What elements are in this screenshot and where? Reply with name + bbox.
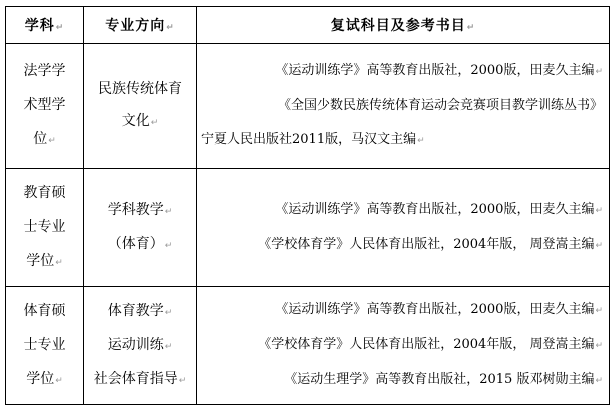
table-row: [6, 169, 610, 287]
subject-line: 学位↵: [26, 252, 63, 269]
reference-line: 《学校体育学》人民体育出版社，2004年版， 周登嵩主编↵: [258, 236, 603, 252]
subject-line: 位↵: [33, 131, 56, 147]
reference-table: [5, 6, 610, 405]
subject-line: 士专业: [23, 336, 66, 353]
direction-line: （体育）↵: [107, 235, 173, 252]
direction-cell: [84, 169, 197, 287]
references-cell: [197, 287, 610, 405]
direction-line: 民族传统体育: [98, 81, 182, 97]
direction-cell: [84, 287, 197, 405]
reference-line: 宁夏人民出版社2011版，马汉文主编↵: [201, 132, 425, 147]
subject-line: 教育硕: [23, 184, 66, 201]
reference-line: 《全国少数民族传统体育运动会竞赛项目教学训练丛书》: [277, 98, 603, 113]
direction-line: 学科教学↵: [107, 201, 173, 218]
direction-line: 社会体育指导↵: [93, 370, 187, 387]
reference-line: 《运动训练学》高等教育出版社，2000版，田麦久主编↵: [275, 201, 603, 217]
table-row: [6, 44, 610, 169]
header-subject: 学科↵: [6, 7, 84, 44]
subject-cell: [6, 169, 84, 287]
reference-line: 《运动训练学》高等教育出版社，2000版，田麦久主编↵: [275, 63, 603, 78]
subject-cell: [6, 287, 84, 405]
subject-line: 术型学: [23, 97, 66, 113]
reference-line: 《运动训练学》高等教育出版社，2000版，田麦久主编↵: [275, 302, 603, 317]
reference-line: 《运动生理学》高等教育出版社，2015 版邓树勋主编↵: [284, 372, 603, 387]
subject-line: 士专业: [23, 218, 66, 235]
references-cell: [197, 44, 610, 169]
direction-line: 运动训练↵: [107, 336, 173, 353]
table-header-row: [6, 7, 610, 44]
table-row: [6, 287, 610, 405]
subject-line: 学位↵: [26, 370, 63, 387]
subject-line: 体育硕: [23, 302, 66, 319]
header-references: 复试科目及参考书目↵: [197, 7, 610, 44]
subject-cell: [6, 44, 84, 169]
direction-cell: [84, 44, 197, 169]
direction-line: 体育教学↵: [107, 302, 173, 319]
reference-line: 《学校体育学》人民体育出版社，2004年版， 周登嵩主编↵: [258, 337, 603, 352]
direction-line: 文化↵: [121, 113, 159, 129]
subject-line: 法学学: [23, 63, 66, 79]
header-direction: 专业方向↵: [84, 7, 197, 44]
references-cell: [197, 169, 610, 287]
